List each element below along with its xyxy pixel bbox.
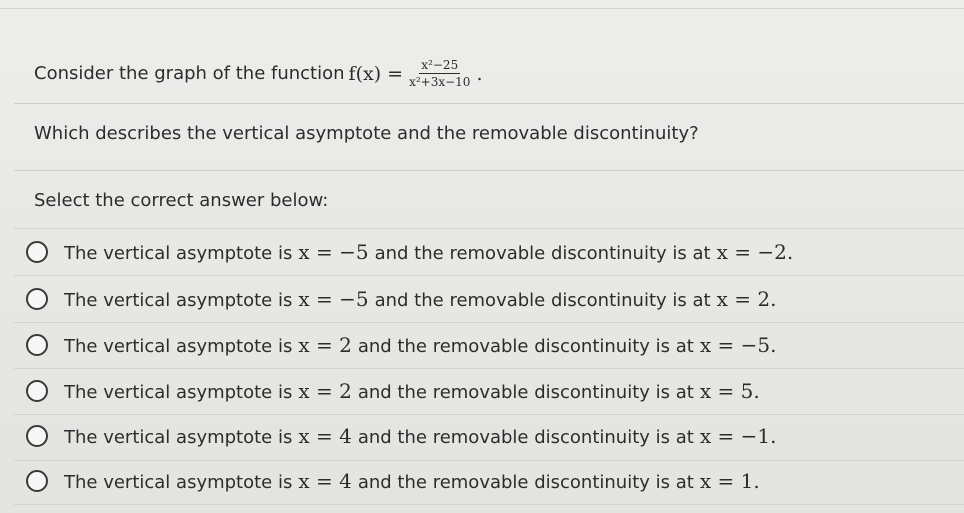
option-prefix: The vertical asymptote is — [64, 243, 293, 264]
fraction-denominator: x²+3x−10 — [409, 75, 471, 89]
option-label — [64, 424, 782, 448]
option-label — [64, 379, 766, 403]
removable-discontinuity-value: x = 1. — [699, 469, 760, 493]
removable-discontinuity-value: x = 2. — [716, 287, 777, 311]
prompt-text: Which describes the vertical asymptote and the removable discontinuity? — [34, 123, 699, 144]
divider — [14, 170, 964, 171]
vertical-asymptote-value: x = 2 — [298, 379, 352, 403]
vertical-asymptote-value: x = −5 — [298, 240, 369, 264]
radio-button[interactable] — [26, 241, 48, 263]
vertical-asymptote-value: x = 4 — [298, 469, 352, 493]
option-label — [64, 287, 782, 311]
question-text — [34, 58, 482, 89]
option-middle: and the removable discontinuity is at — [357, 382, 694, 403]
answer-option[interactable] — [14, 277, 964, 321]
radio-button[interactable] — [26, 334, 48, 356]
option-prefix: The vertical asymptote is — [64, 382, 293, 403]
divider — [14, 504, 964, 505]
radio-button[interactable] — [26, 380, 48, 402]
divider — [14, 228, 964, 229]
option-middle: and the removable discontinuity is at — [357, 427, 694, 448]
vertical-asymptote-value: x = −5 — [298, 287, 369, 311]
question-trailing: . — [476, 62, 483, 85]
option-middle: and the removable discontinuity is at — [374, 290, 711, 311]
option-label — [64, 333, 782, 357]
option-middle: and the removable discontinuity is at — [357, 472, 694, 493]
answer-option[interactable] — [14, 369, 964, 413]
option-prefix: The vertical asymptote is — [64, 336, 293, 357]
vertical-asymptote-value: x = 4 — [298, 424, 352, 448]
fraction-numerator: x²−25 — [421, 58, 459, 72]
divider — [14, 275, 964, 276]
radio-button[interactable] — [26, 425, 48, 447]
removable-discontinuity-value: x = −2. — [716, 240, 794, 264]
option-middle: and the removable discontinuity is at — [374, 243, 711, 264]
answer-option[interactable] — [14, 230, 964, 274]
question-lead: Consider the graph of the function — [34, 63, 345, 84]
answer-option[interactable] — [14, 414, 964, 458]
top-divider — [0, 8, 964, 9]
option-label — [64, 240, 799, 264]
removable-discontinuity-value: x = 5. — [699, 379, 760, 403]
option-prefix: The vertical asymptote is — [64, 290, 293, 311]
option-middle: and the removable discontinuity is at — [357, 336, 694, 357]
answer-option[interactable] — [14, 459, 964, 503]
radio-button[interactable] — [26, 470, 48, 492]
removable-discontinuity-value: x = −1. — [699, 424, 777, 448]
option-prefix: The vertical asymptote is — [64, 427, 293, 448]
divider — [14, 103, 964, 104]
option-prefix: The vertical asymptote is — [64, 472, 293, 493]
removable-discontinuity-value: x = −5. — [699, 333, 777, 357]
option-label — [64, 469, 766, 493]
radio-button[interactable] — [26, 288, 48, 310]
answer-option[interactable] — [14, 323, 964, 367]
select-answer-label: Select the correct answer below: — [34, 190, 329, 211]
function-lhs: f(x) = — [348, 62, 404, 85]
vertical-asymptote-value: x = 2 — [298, 333, 352, 357]
function-fraction — [407, 58, 472, 89]
